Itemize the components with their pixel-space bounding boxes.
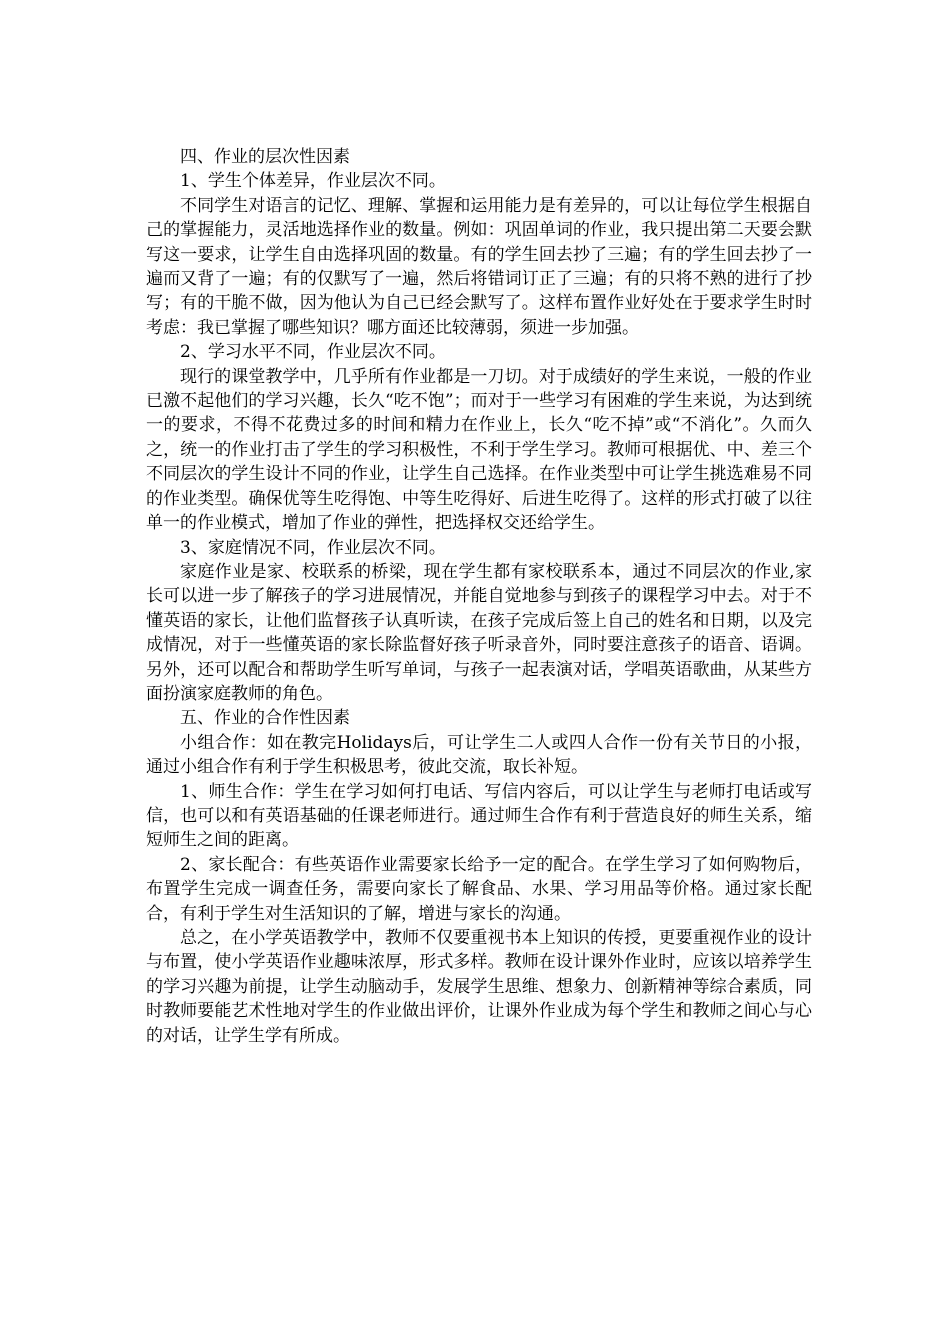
subsection-heading-4-3: 3、家庭情况不同，作业层次不同。 xyxy=(180,537,446,558)
body-paragraph: 不同学生对语言的记忆、理解、掌握和运用能力是有差异的，可以让每位学生根据自己的掌握能力，灵活地选择作业的数量。例如：巩固单词的作业，我只提出第二天要会默写这一要求，让学生自由选择巩固的数量。有的学生回去抄了三遍；有的学生回去抄了一遍而又背了一遍；有的仅默写了一遍，然后将错词订正了三遍；有的只将不熟的进行了抄写；有的干脆不做，因为他认为自己已经会默写了。这样布置作业好处在于要求学生时时考虑：我已掌握了哪些知识？哪方面还比较薄弱，须进一步加强。 xyxy=(146,195,812,338)
document-page xyxy=(146,145,812,1048)
body-paragraph: 1、师生合作：学生在学习如何打电话、写信内容后，可以让学生与老师打电话或写信，也可以和有英语基础的任课老师进行。通过师生合作有利于营造良好的师生关系，缩短师生之间的距离。 xyxy=(146,781,812,851)
body-paragraph: 现行的课堂教学中，几乎所有作业都是一刀切。对于成绩好的学生来说，一般的作业已激不起他们的学习兴趣，长久“吃不饱”；而对于一些学习有困难的学生来说，为达到统一的要求，不得不花费过多的时间和精力在作业上，长久“吃不掉”或“不消化”。久而久之，统一的作业打击了学生的学习积极性，不利于学生学习。教师可根据优、中、差三个不同层次的学生设计不同的作业，让学生自己选择。在作业类型中可让学生挑选难易不同的作业类型。确保优等生吃得饱、中等生吃得好、后进生吃得了。这样的形式打破了以往单一的作业模式，增加了作业的弹性，把选择权交还给学生。 xyxy=(146,366,812,534)
subsection-heading-4-1: 1、学生个体差异，作业层次不同。 xyxy=(180,171,446,192)
section-heading-5: 五、作业的合作性因素 xyxy=(180,708,350,729)
conclusion-paragraph: 总之，在小学英语教学中，教师不仅要重视书本上知识的传授，更要重视作业的设计与布置，使小学英语作业趣味浓厚，形式多样。教师在设计课外作业时，应该以培养学生的学习兴趣为前提，让学生动脑动手，发展学生思维、想象力、创新精神等综合素质，同时教师要能艺术性地对学生的作业做出评价，让课外作业成为每个学生和教师之间心与心的对话，让学生学有所成。 xyxy=(146,928,812,1046)
body-paragraph: 2、家长配合：有些英语作业需要家长给予一定的配合。在学生学习了如何购物后，布置学生完成一调查任务，需要向家长了解食品、水果、学习用品等价格。通过家长配合，有利于学生对生活知识的了解，增进与家长的沟通。 xyxy=(146,854,812,924)
section-heading-4: 四、作业的层次性因素 xyxy=(180,147,350,167)
subsection-heading-4-2: 2、学习水平不同，作业层次不同。 xyxy=(180,342,446,363)
body-paragraph: 小组合作：如在教完Holidays后，可让学生二人或四人合作一份有关节日的小报，通过小组合作有利于学生积极思考，彼此交流，取长补短。 xyxy=(146,732,812,778)
body-paragraph: 家庭作业是家、校联系的桥梁，现在学生都有家校联系本，通过不同层次的作业,家长可以进一步了解孩子的学习进展情况，并能自觉地参与到孩子的课程学习中去。对于不懂英语的家长，让他们监督孩子认真听读，在孩子完成后签上自己的姓名和日期，以及完成情况，对于一些懂英语的家长除监督好孩子听录音外，同时要注意孩子的语音、语调。另外，还可以配合和帮助学生听写单词，与孩子一起表演对话，学唱英语歌曲，从某些方面扮演家庭教师的角色。 xyxy=(146,561,812,704)
